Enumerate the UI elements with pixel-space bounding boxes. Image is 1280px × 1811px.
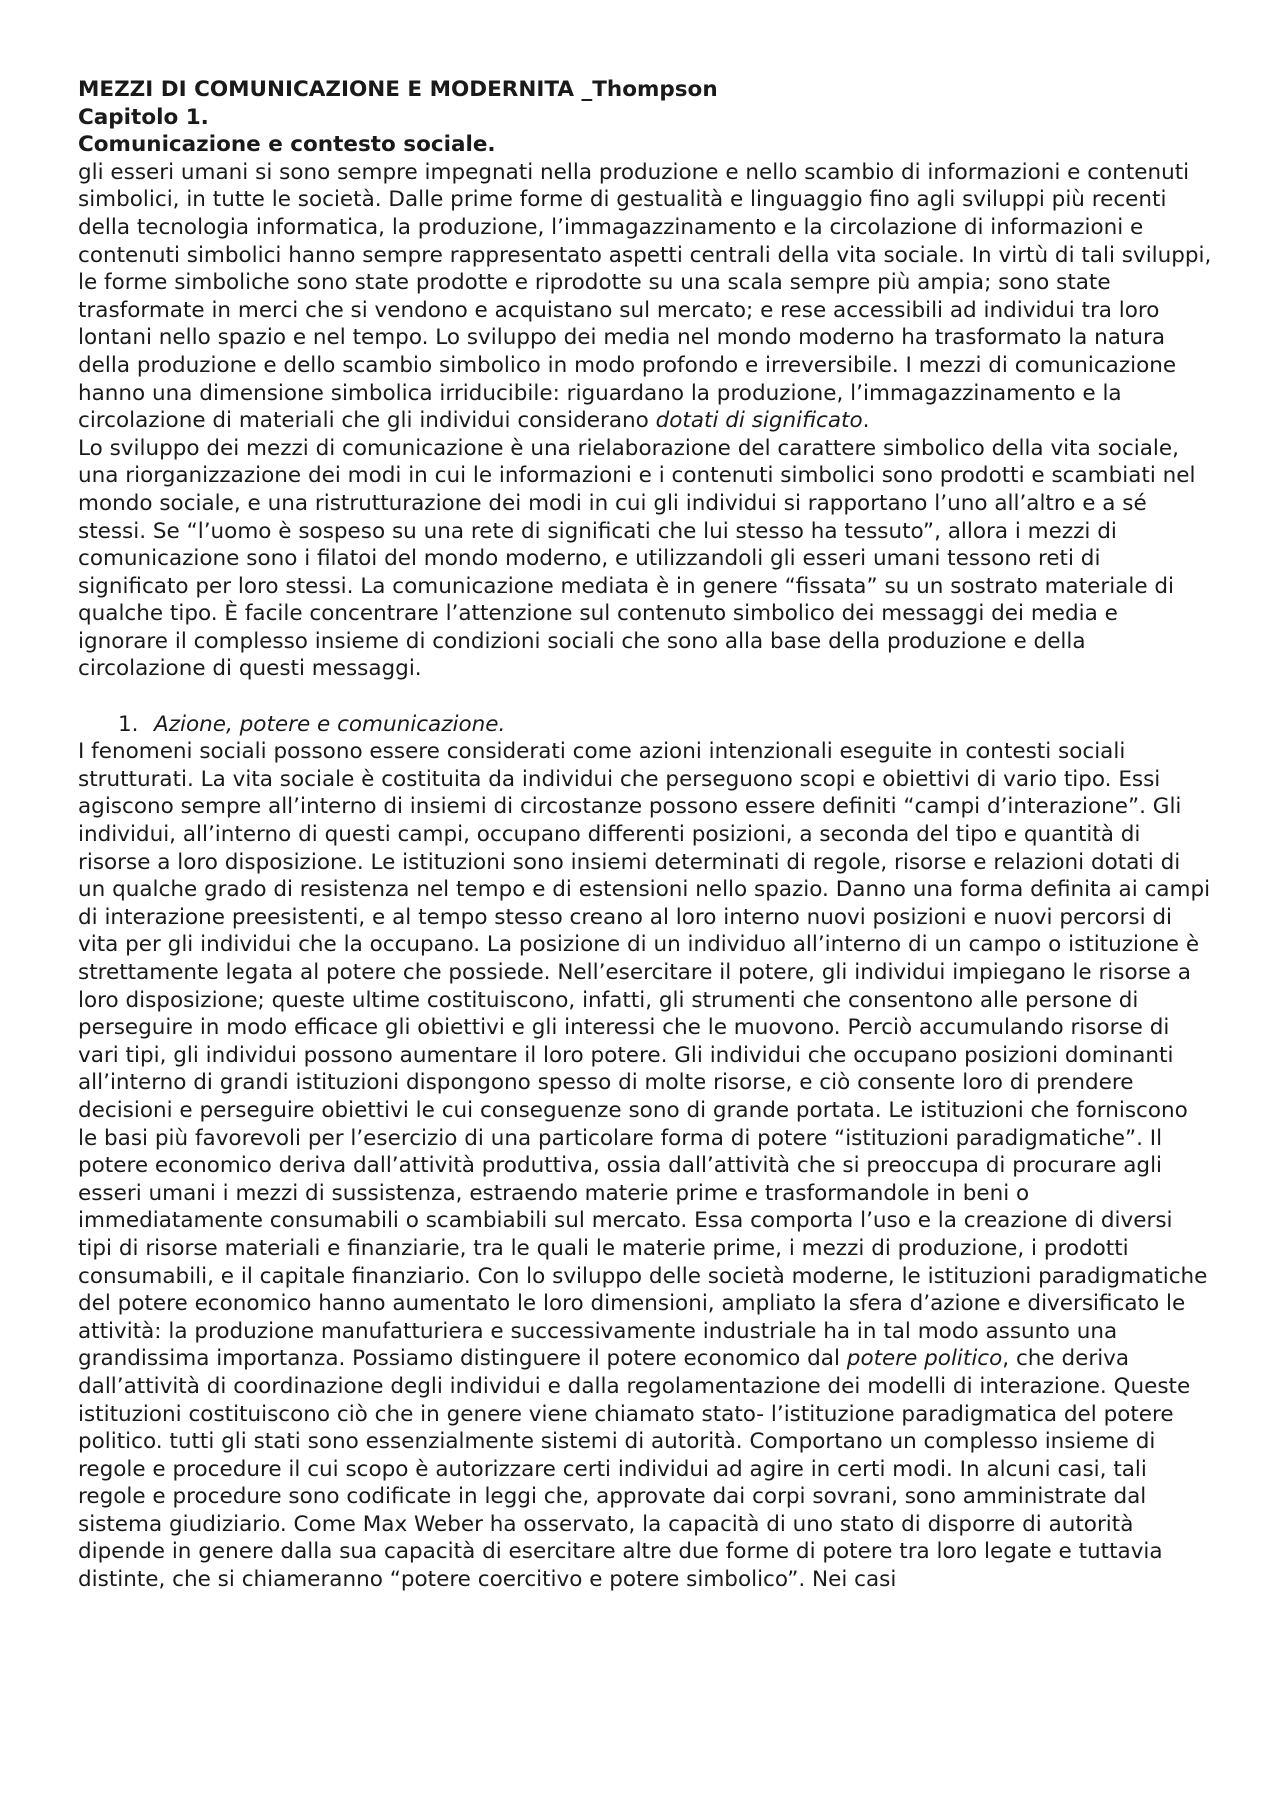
document-title: MEZZI DI COMUNICAZIONE E MODERNITA _Thompson [78, 77, 718, 102]
chapter-title: Comunicazione e contesto sociale. [78, 132, 496, 158]
section-paragraph-emphasis: potere politico [846, 1346, 1003, 1372]
intro-paragraph-1-emphasis: dotati di significato [655, 408, 863, 434]
intro-paragraph-2: Lo sviluppo dei mezzi di comunicazione è una rielaborazione del carattere simbolico della vita sociale, una riorganizzazione dei modi in cui le informazioni e i contenuti simbolici sono prodotti e scambiati nel mondo sociale, e una ristrutturazione dei modi in cui gli individui si rapportano l’uno all’altro e a sé stessi. Se “l’uomo è sospeso su una rete di significati che lui stesso ha tessuto”, allora i mezzi di comunicazione sono i filatoi del mondo moderno, e utilizzandoli gli esseri umani tessono reti di significato per loro stessi. La comunicazione mediata è in genere “fissata” su un sostrato materiale di qualche tipo. È facile concentrare l’attenzione sul contenuto simbolico dei messaggi dei media e ignorare il complesso insieme di condizioni sociali che sono alla base della produzione e della circolazione di questi messaggi. [78, 435, 1196, 682]
section-paragraph-text-b: , che deriva dall’attività di coordinazione degli individui e dalla regolamentazione dei modelli di interazione. Queste istituzioni costituiscono ciò che in genere viene chiamato stato- l’istituzione paradigmatica del potere politico. tutti gli stati sono essenzialmente sistemi di autorità. Comportano un complesso insieme di regole e procedure il cui scopo è autorizzare certi individui ad agire in certi modi. In alcuni casi, tali regole e procedure sono codificate in leggi che, approvate dai corpi sovrani, sono amministrate dal sistema giudiziario. Come Max Weber ha osservato, la capacità di uno stato di disporre di autorità dipende in genere dalla sua capacità di esercitare altre due forme di potere tra loro legate e tuttavia distinte, che si chiameranno “potere coercitivo e potere simbolico”. Nei casi [78, 1346, 1191, 1593]
section-number: 1. [118, 711, 139, 737]
blank-line [78, 683, 1213, 711]
section-paragraph-text-a: I fenomeni sociali possono essere considerati come azioni intenzionali eseguite in contesti sociali strutturati. La vita sociale è costituita da individui che perseguono scopi e obiettivi di vario tipo. Essi agiscono sempre all’interno di insiemi di circostanze possono essere definiti “campi d’interazione”. Gli individui, all’interno di questi campi, occupano differenti posizioni, a seconda del tipo e quantità di risorse a loro disposizione. Le istituzioni sono insiemi determinati di regole, risorse e relazioni dotati di un qualche grado di resistenza nel tempo e di estensioni nello spazio. Danno una forma definita ai campi di interazione preesistenti, e al tempo stesso creano al loro interno nuovi posizioni e nuovi percorsi di vita per gli individui che la occupano. La posizione di un individuo all’interno di un campo o istituzione è strettamente legata al potere che possiede. Nell’esercitare il potere, gli individui impiegano le risorse a loro disposizione; queste ultime costituiscono, infatti, gli strumenti che consentono alle persone di perseguire in modo efficace gli obiettivi e gli interessi che le muovono. Perciò accumulando risorse di vari tipi, gli individui possono aumentare il loro potere. Gli individui che occupano posizioni dominanti all’interno di grandi istituzioni dispongono spesso di molte risorse, e ciò consente loro di prendere decisioni e perseguire obiettivi le cui conseguenze sono di grande portata. Le istituzioni che forniscono le basi più favorevoli per l’esercizio di una particolare forma di potere “istituzioni paradigmatiche”. Il potere economico deriva dall’attività produttiva, ossia dall’attività che si preoccupa di procurare agli esseri umani i mezzi di sussistenza, estraendo materie prime e trasformandole in beni o immediatamente consumabili o scambiabili sul mercato. Essa comporta l’uso e la creazione di diversi tipi di risorse materiali e finanziarie, tra le quali le materie prime, i mezzi di produzione, i prodotti consumabili, e il capitale finanziario. Con lo sviluppo delle società moderne, le istituzioni paradigmatiche del potere economico hanno aumentato le loro dimensioni, ampliato la sfera d’azione e diversificato le attività: la produzione manufatturiera e successivamente industriale ha in tal modo assunto una grandissima importanza. Possiamo distinguere il potere economico dal [78, 739, 1211, 1372]
document-page [78, 76, 1213, 1594]
chapter-number: Capitolo 1. [78, 104, 209, 130]
section-title: Azione, potere e comunicazione. [154, 711, 506, 737]
section-heading [78, 711, 1213, 739]
intro-paragraph-1-end: . [862, 408, 870, 434]
intro-paragraph-1-text: gli esseri umani si sono sempre impegnati nella produzione e nello scambio di informazioni e contenuti simbolici, in tutte le società. Dalle prime forme di gestualità e linguaggio fino agli sviluppi più recenti della tecnologia informatica, la produzione, l’immagazzinamento e la circolazione di informazioni e contenuti simbolici hanno sempre rappresentato aspetti centrali della vita sociale. In virtù di tali sviluppi, le forme simboliche sono state prodotte e riprodotte su una scala sempre più ampia; sono state trasformate in merci che si vendono e acquistano sul mercato; e rese accessibili ad individui tra loro lontani nello spazio e nel tempo. Lo sviluppo dei media nel mondo moderno ha trasformato la natura della produzione e dello scambio simbolico in modo profondo e irreversibile. I mezzi di comunicazione hanno una dimensione simbolica irriducibile: riguardano la produzione, l’immagazzinamento e la circolazione di materiali che gli individui considerano [78, 159, 1212, 434]
section-paragraph [78, 738, 1213, 1593]
intro-paragraph-1 [78, 159, 1213, 435]
